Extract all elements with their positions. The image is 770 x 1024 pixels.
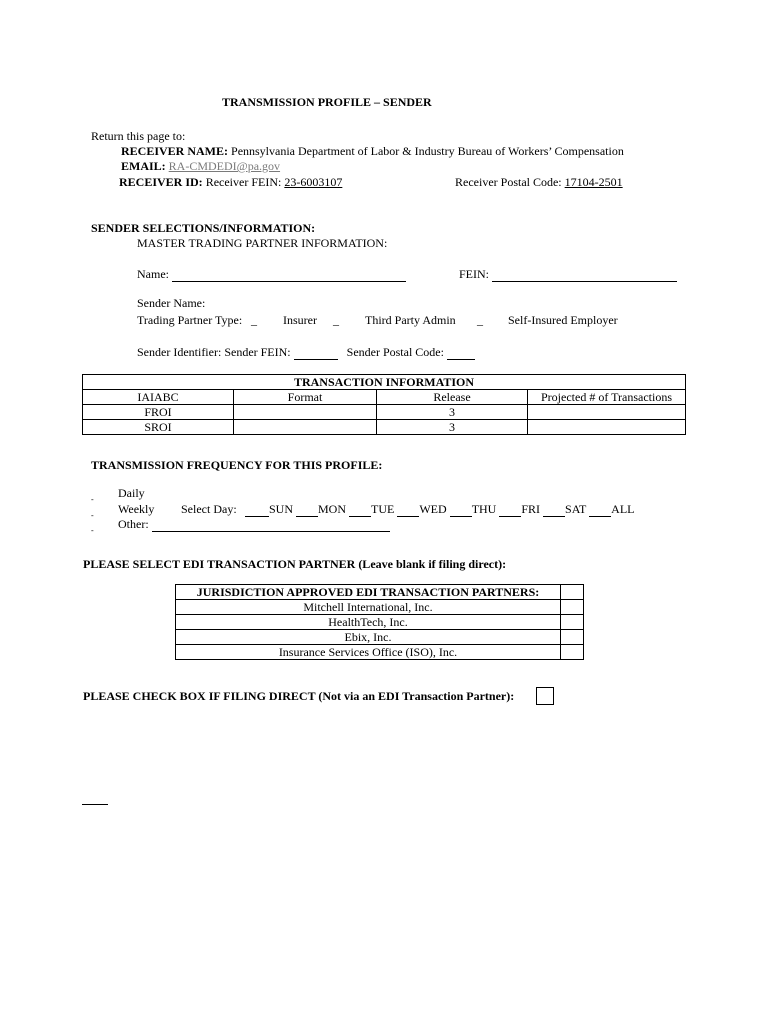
projected-input[interactable]: [528, 405, 686, 420]
name-label: Name:: [137, 267, 169, 281]
receiver-id-label: RECEIVER ID:: [119, 175, 203, 189]
sender-postal-label: Sender Postal Code:: [346, 345, 444, 359]
day-checkbox-fri[interactable]: [499, 502, 521, 517]
insurer-checkbox[interactable]: _: [251, 313, 257, 327]
third-party-admin-checkbox[interactable]: _: [333, 313, 339, 327]
day-sun-label: SUN: [269, 502, 294, 516]
edi-select-cell[interactable]: [561, 615, 584, 630]
edi-partner-name: HealthTech, Inc.: [176, 615, 561, 630]
daily-label: Daily: [118, 486, 145, 500]
edi-table-header: JURISDICTION APPROVED EDI TRANSACTION PARTNERS:: [176, 585, 561, 600]
filing-direct-label: PLEASE CHECK BOX IF FILING DIRECT (Not via an EDI Transaction Partner):: [83, 689, 515, 703]
other-label: Other:: [118, 517, 149, 531]
day-wed-label: WED: [419, 502, 447, 516]
receiver-fein-label: Receiver FEIN:: [205, 175, 282, 189]
day-all-label: ALL: [611, 502, 635, 516]
frequency-heading: TRANSMISSION FREQUENCY FOR THIS PROFILE:: [91, 458, 383, 472]
sender-fein-input[interactable]: [294, 345, 338, 360]
select-day-label: Select Day:: [181, 502, 237, 516]
day-checkbox-all[interactable]: [589, 502, 611, 517]
table-row: [83, 420, 686, 435]
receiver-email-link[interactable]: RA-CMDEDI@pa.gov: [168, 159, 281, 173]
other-line: [118, 517, 390, 532]
self-insured-option-label: Self-Insured Employer: [508, 313, 618, 327]
receiver-name-value: Pennsylvania Department of Labor & Industry Bureau of Workers’ Compensation: [231, 144, 624, 158]
day-sat-label: SAT: [565, 502, 587, 516]
name-input[interactable]: [172, 267, 406, 282]
table-header-cell: Release: [377, 390, 528, 405]
other-input[interactable]: [152, 517, 390, 532]
day-checkbox-thu[interactable]: [450, 502, 472, 517]
day-checkbox-wed[interactable]: [397, 502, 419, 517]
day-checkbox-mon[interactable]: [296, 502, 318, 517]
table-header-cell: Projected # of Transactions: [528, 390, 686, 405]
fein-field-line: [459, 267, 677, 282]
sender-name-label: Sender Name:: [137, 296, 206, 310]
sender-identifier-label: Sender Identifier:: [137, 345, 222, 359]
receiver-email-line: [121, 159, 280, 173]
receiver-postal-line: [455, 175, 623, 189]
edi-select-cell[interactable]: [561, 645, 584, 660]
filing-direct-checkbox[interactable]: [536, 687, 554, 705]
edi-heading: PLEASE SELECT EDI TRANSACTION PARTNER (Leave blank if filing direct):: [83, 557, 507, 571]
weekly-label: Weekly: [118, 502, 155, 516]
daily-checkbox[interactable]: -: [91, 495, 94, 504]
table-header-cell: Format: [234, 390, 377, 405]
sender-heading: SENDER SELECTIONS/INFORMATION:: [91, 221, 316, 235]
footer-rule: [82, 804, 108, 805]
day-thu-label: THU: [471, 502, 497, 516]
receiver-name-line: [121, 144, 624, 158]
receiver-name-label: RECEIVER NAME:: [121, 144, 229, 158]
table-row: [83, 405, 686, 420]
table-header-row: [83, 390, 686, 405]
page-title: TRANSMISSION PROFILE – SENDER: [222, 95, 432, 109]
day-checkbox-sun[interactable]: [245, 502, 269, 517]
trading-partner-label: Trading Partner Type:: [137, 313, 243, 327]
table-cell: SROI: [83, 420, 234, 435]
table-row: [176, 630, 584, 645]
day-options: [245, 502, 635, 517]
format-input[interactable]: [234, 420, 377, 435]
projected-input[interactable]: [528, 420, 686, 435]
edi-partner-name: Ebix, Inc.: [176, 630, 561, 645]
weekly-checkbox[interactable]: -: [91, 511, 94, 520]
transaction-table-title: TRANSACTION INFORMATION: [83, 375, 686, 390]
edi-select-cell[interactable]: [561, 600, 584, 615]
receiver-fein-value: 23-6003107: [284, 175, 343, 189]
fein-input[interactable]: [492, 267, 677, 282]
third-party-admin-option-label: Third Party Admin: [365, 313, 456, 327]
self-insured-checkbox[interactable]: _: [477, 313, 483, 327]
edi-select-cell[interactable]: [561, 585, 584, 600]
transaction-table: [82, 374, 686, 435]
day-mon-label: MON: [318, 502, 347, 516]
edi-partner-name: Insurance Services Office (ISO), Inc.: [176, 645, 561, 660]
sender-identifier-line: [137, 345, 475, 360]
table-row: [176, 615, 584, 630]
day-checkbox-sat[interactable]: [543, 502, 565, 517]
name-field-line: [137, 267, 406, 282]
edi-partner-table: [175, 584, 584, 660]
return-to-label: Return this page to:: [91, 129, 186, 143]
format-input[interactable]: [234, 405, 377, 420]
table-cell: 3: [377, 405, 528, 420]
sender-postal-input[interactable]: [447, 345, 475, 360]
edi-partner-name: Mitchell International, Inc.: [176, 600, 561, 615]
receiver-postal-value: 17104-2501: [564, 175, 623, 189]
receiver-email-label: EMAIL:: [121, 159, 166, 173]
other-checkbox[interactable]: -: [91, 526, 94, 535]
sender-fein-label: Sender FEIN:: [224, 345, 291, 359]
insurer-option-label: Insurer: [283, 313, 317, 327]
table-cell: FROI: [83, 405, 234, 420]
table-row: [176, 645, 584, 660]
table-header-cell: IAIABC: [83, 390, 234, 405]
day-checkbox-tue[interactable]: [349, 502, 371, 517]
table-row: [176, 600, 584, 615]
receiver-postal-label: Receiver Postal Code:: [455, 175, 562, 189]
table-cell: 3: [377, 420, 528, 435]
master-heading: MASTER TRADING PARTNER INFORMATION:: [137, 236, 388, 250]
day-fri-label: FRI: [521, 502, 541, 516]
fein-label: FEIN:: [459, 267, 489, 281]
edi-select-cell[interactable]: [561, 630, 584, 645]
day-tue-label: TUE: [371, 502, 395, 516]
receiver-id-line: [119, 175, 342, 189]
